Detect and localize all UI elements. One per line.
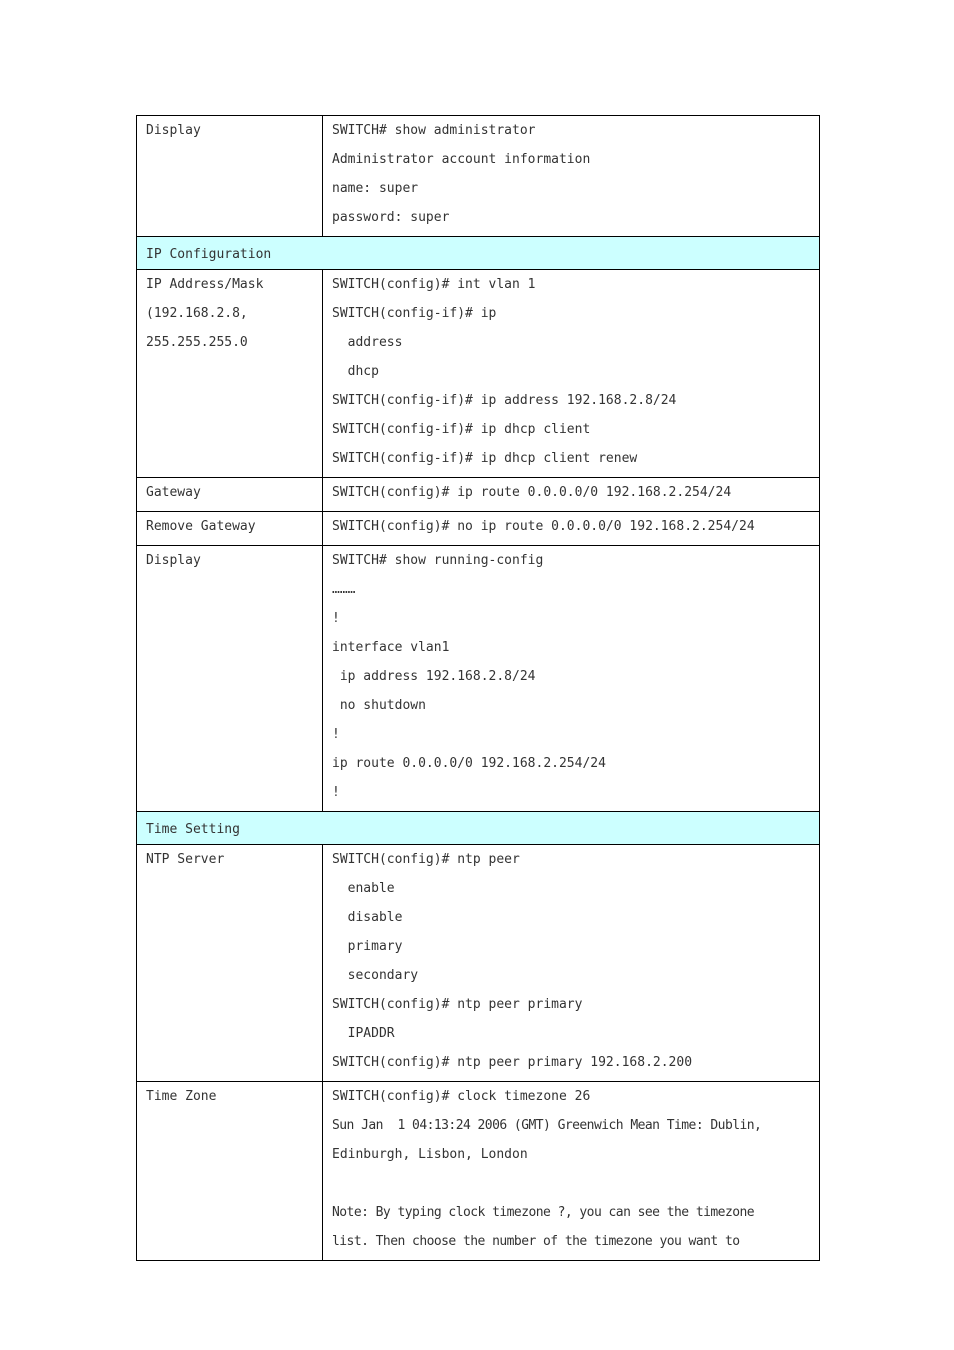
command-cell xyxy=(323,1082,820,1261)
table-row xyxy=(137,478,820,512)
table-row xyxy=(137,845,820,1082)
command-cell xyxy=(323,546,820,812)
label-line: Display xyxy=(146,553,201,568)
setting-label xyxy=(137,512,323,546)
command-line: Sun Jan 1 04:13:24 2006 (GMT) Greenwich Mean Time: Dublin, xyxy=(332,1118,762,1133)
setting-label xyxy=(137,270,323,478)
command-line: ! xyxy=(332,785,340,800)
table-row xyxy=(137,116,820,237)
command-line: SWITCH(config-if)# ip dhcp client renew xyxy=(332,451,638,466)
label-line: NTP Server xyxy=(146,852,225,867)
table-row xyxy=(137,512,820,546)
command-line: name: super xyxy=(332,181,419,196)
setting-label xyxy=(137,116,323,237)
table-row xyxy=(137,546,820,812)
setting-label xyxy=(137,1082,323,1261)
command-line: ip address 192.168.2.8/24 xyxy=(332,669,536,684)
command-line: SWITCH(config-if)# ip xyxy=(332,306,497,321)
label-line: Remove Gateway xyxy=(146,519,256,534)
setting-label xyxy=(137,478,323,512)
table-row xyxy=(137,1082,820,1261)
label-line: 255.255.255.0 xyxy=(146,335,248,350)
command-line: enable xyxy=(332,881,395,896)
command-line: IPADDR xyxy=(332,1026,395,1041)
label-line: IP Address/Mask xyxy=(146,277,264,292)
command-line: ! xyxy=(332,611,340,626)
command-line: SWITCH(config)# ntp peer primary 192.168.2.200 xyxy=(332,1055,693,1070)
command-line: disable xyxy=(332,910,403,925)
setting-label xyxy=(137,546,323,812)
command-line: SWITCH(config)# ntp peer xyxy=(332,852,520,867)
command-line: SWITCH(config)# ip route 0.0.0.0/0 192.168.2.254/24 xyxy=(332,485,732,500)
command-cell xyxy=(323,845,820,1082)
section-header-row xyxy=(137,237,820,270)
command-line: list. Then choose the number of the timezone you want to xyxy=(332,1234,740,1249)
command-line: Note: By typing clock timezone ?, you can see the timezone xyxy=(332,1205,755,1220)
section-header: Time Setting xyxy=(137,812,820,845)
label-line: (192.168.2.8, xyxy=(146,306,248,321)
cli-command-table xyxy=(136,115,820,1261)
command-line: dhcp xyxy=(332,364,379,379)
command-line: ip route 0.0.0.0/0 192.168.2.254/24 xyxy=(332,756,606,771)
section-header-row xyxy=(137,812,820,845)
command-line: Administrator account information xyxy=(332,152,591,167)
table-row xyxy=(137,270,820,478)
command-line: SWITCH(config)# int vlan 1 xyxy=(332,277,536,292)
command-line: SWITCH(config)# ntp peer primary xyxy=(332,997,583,1012)
command-line: SWITCH(config)# no ip route 0.0.0.0/0 192.168.2.254/24 xyxy=(332,519,755,534)
command-line: password: super xyxy=(332,210,450,225)
command-line: ! xyxy=(332,727,340,742)
command-cell xyxy=(323,512,820,546)
command-line: SWITCH(config-if)# ip dhcp client xyxy=(332,422,591,437)
setting-label xyxy=(137,845,323,1082)
command-line: SWITCH# show administrator xyxy=(332,123,536,138)
command-cell xyxy=(323,116,820,237)
command-cell xyxy=(323,270,820,478)
command-line: interface vlan1 xyxy=(332,640,450,655)
section-header: IP Configuration xyxy=(137,237,820,270)
command-line: ……… xyxy=(332,582,356,597)
command-line: SWITCH(config)# clock timezone 26 xyxy=(332,1089,591,1104)
command-cell xyxy=(323,478,820,512)
command-line: SWITCH# show running-config xyxy=(332,553,544,568)
label-line: Gateway xyxy=(146,485,201,500)
command-line xyxy=(332,1173,811,1202)
label-line: Display xyxy=(146,123,201,138)
command-line: primary xyxy=(332,939,403,954)
command-line: secondary xyxy=(332,968,419,983)
command-line: SWITCH(config-if)# ip address 192.168.2.8/24 xyxy=(332,393,677,408)
command-line: address xyxy=(332,335,403,350)
command-line: no shutdown xyxy=(332,698,426,713)
command-line: Edinburgh, Lisbon, London xyxy=(332,1147,528,1162)
label-line: Time Zone xyxy=(146,1089,217,1104)
